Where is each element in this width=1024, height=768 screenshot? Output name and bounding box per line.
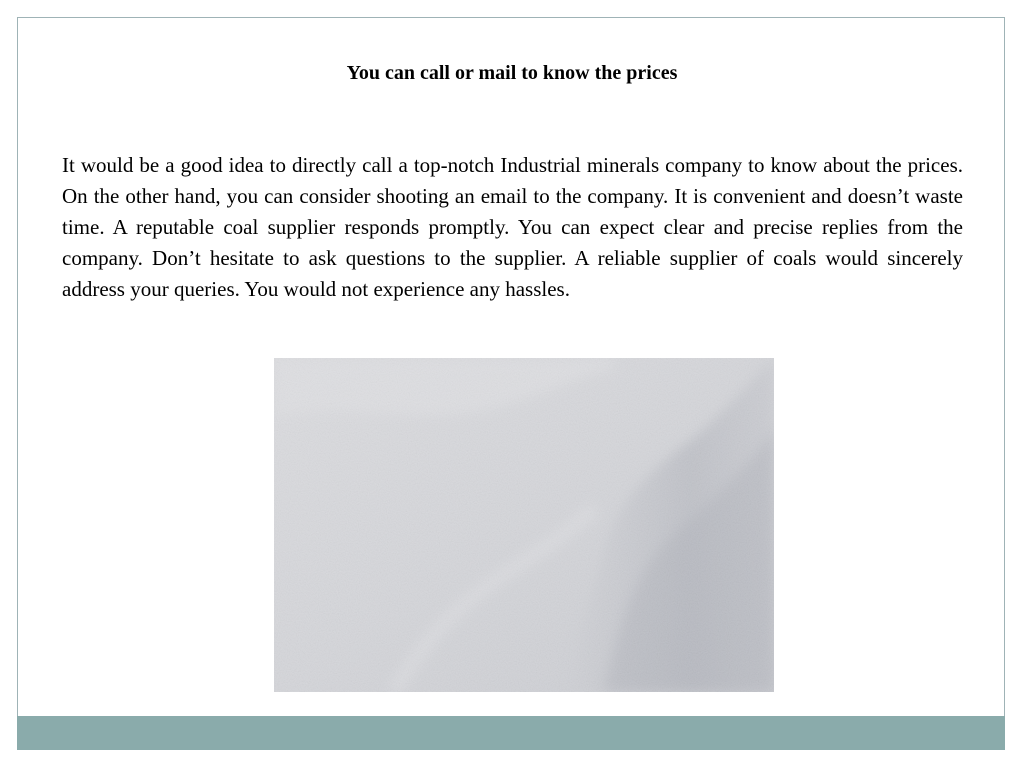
footer-bar [17, 716, 1005, 750]
slide-title: You can call or mail to know the prices [346, 62, 678, 84]
mineral-powder-image [274, 358, 774, 692]
mineral-powder-photo [274, 358, 774, 692]
slide-body-text: It would be a good idea to directly call a top-notch Industrial minerals company to know about the prices. On the other hand, you can consider shooting an email to the company. It is convenient and doesn’t waste time. A reputable coal supplier responds promptly. You can expect clear and precise replies from the company. Don’t hesitate to ask questions to the supplier. A reliable supplier of coals would sincerely address your queries. You would not experience any hassles. [62, 153, 963, 301]
